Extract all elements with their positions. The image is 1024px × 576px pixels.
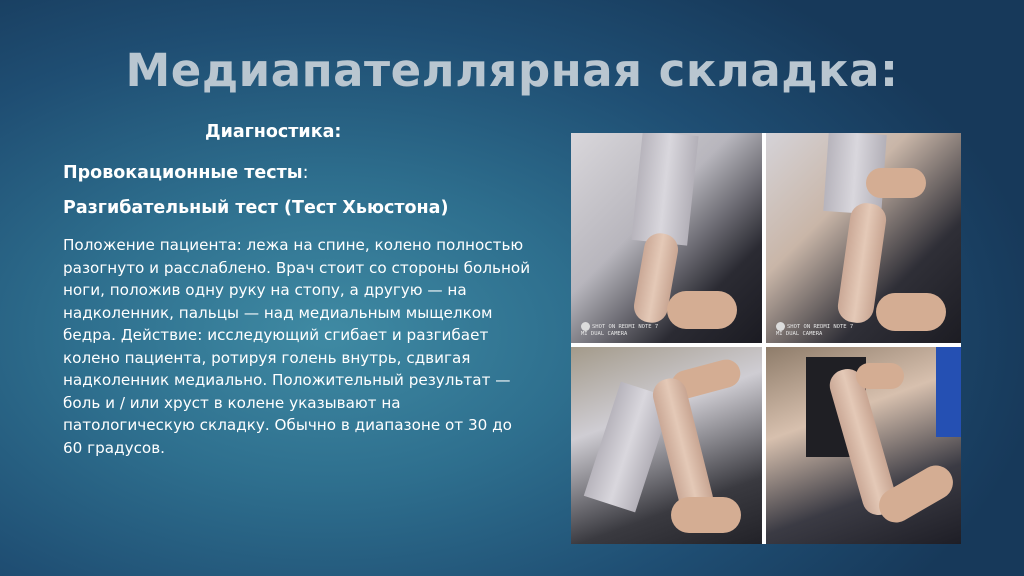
photo-3-knee-flexed: [571, 347, 762, 544]
camera-dots-icon: [776, 322, 785, 331]
test-description: Положение пациента: лежа на спине, колено полностью разогнуто и расслаблено. Врач стоит со стороны больной ноги, положив одну руку на стопу, а другую — на надколенник, пальцы — над медиальным мыщелком бедра. Действие: исследующий сгибает и разгибает колено пациента, ротируя голень внутрь, сдвигая надколенник медиально. Положительный результат — боль и / или хруст в колене указывают на патологическую складку. Обычно в диапазоне от 30 до 60 градусов.: [63, 236, 531, 457]
photo-1-caption: SHOT ON REDMI NOTE 7 MI DUAL CAMERA: [581, 324, 659, 337]
provocative-tests-colon: :: [302, 163, 309, 183]
photo-2-hand-on-knee: [766, 133, 961, 343]
provocative-tests-label: Провокационные тесты: [63, 163, 303, 183]
photo-4-knee-bent-high: [766, 347, 961, 544]
photo-grid: [571, 133, 961, 544]
photo-2-caption: SHOT ON REDMI NOTE 7 MI DUAL CAMERA: [776, 324, 854, 337]
provocative-tests-heading: [63, 163, 308, 183]
diagnostics-heading: Диагностика:: [205, 122, 342, 142]
slide-title: Медиапателлярная складка:: [125, 44, 899, 97]
camera-dots-icon: [581, 322, 590, 331]
extension-test-heading: Разгибательный тест (Тест Хьюстона): [63, 198, 449, 218]
photo-1-leg-relaxed: [571, 133, 762, 343]
